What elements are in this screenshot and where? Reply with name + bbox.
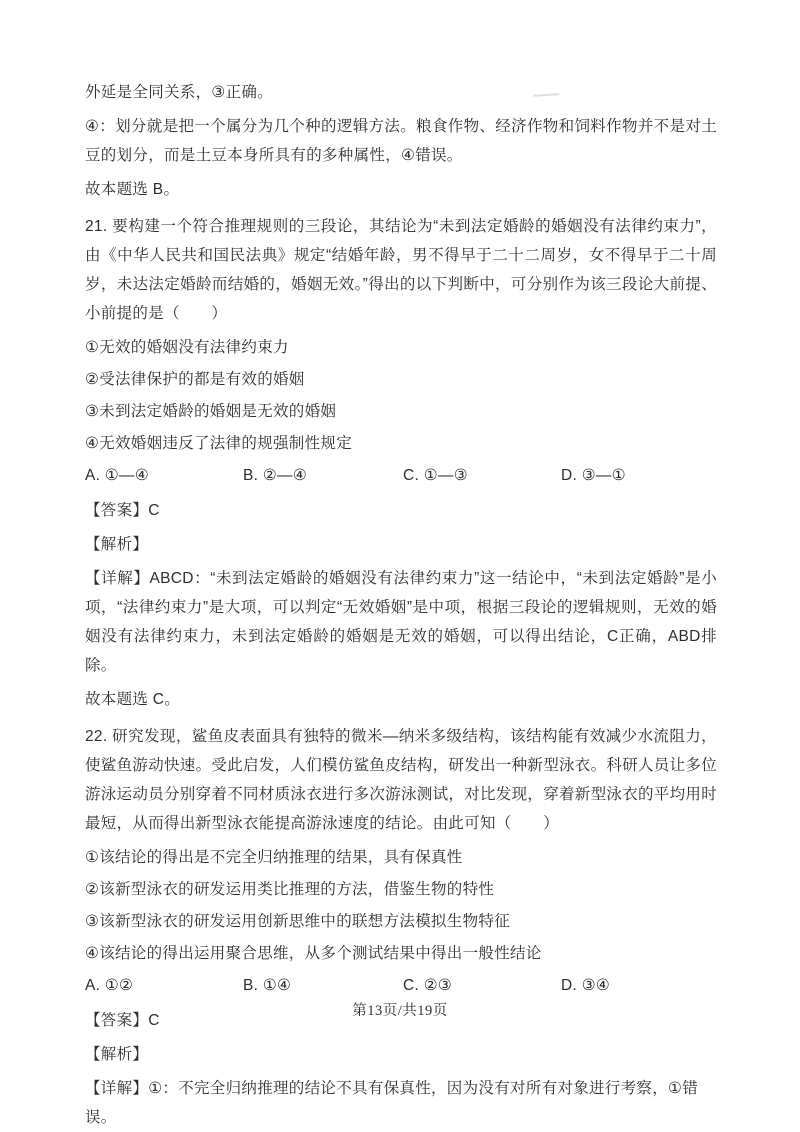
question-22-detail: 【详解】①：不完全归纳推理的结论不具有保真性，因为没有对所有对象进行考察，①错误。 xyxy=(85,1080,698,1126)
prev-answer-line: 外延是全同关系，③正确。 xyxy=(85,84,273,101)
question-21-option-2: ②受法律保护的都是有效的婚姻 xyxy=(85,371,305,388)
question-21-stem: 21. 要构建一个符合推理规则的三段论，其结论为“未到法定婚龄的婚姻没有法律约束力”，由《中华人民共和国民法典》规定“结婚年龄，男不得早于二十二周岁，女不得早于二十周岁，未达法定婚龄而结婚的，婚姻无效。”得出的以下判断中，可分别作为该三段论大前提、小前提的是（ ） xyxy=(85,218,717,322)
question-22-choice-b: B. ①④ xyxy=(243,977,292,994)
prev-answer-conclusion: 故本题选 B。 xyxy=(85,181,180,198)
question-21-option-1: ①无效的婚姻没有法律约束力 xyxy=(85,339,289,356)
question-22-stem: 22. 研究发现，鲨鱼皮表面具有独特的微米—纳米多级结构，该结构能有效减少水流阻力，使鲨鱼游动快速。受此启发，人们模仿鲨鱼皮结构，研发出一种新型泳衣。科研人员让多位游泳运动员分别穿着不同材质泳衣进行多次游泳测试，对比发现，穿着新型泳衣的平均用时最短，从而得出新型泳衣能提高游泳速度的结论。由此可知（ ） xyxy=(85,728,718,832)
question-22-option-2: ②该新型泳衣的研发运用类比推理的方法，借鉴生物的特性 xyxy=(85,881,495,898)
question-21-choice-a: A. ①—④ xyxy=(85,467,150,484)
question-21-option-3: ③未到法定婚龄的婚姻是无效的婚姻 xyxy=(85,403,337,420)
question-22-option-4: ④该结论的得出运用聚合思维，从多个测试结果中得出一般性结论 xyxy=(85,945,542,962)
question-22-option-1: ①该结论的得出是不完全归纳推理的结果，具有保真性 xyxy=(85,849,463,866)
question-22-option-3: ③该新型泳衣的研发运用创新思维中的联想方法模拟生物特征 xyxy=(85,913,510,930)
question-22-choice-d: D. ③④ xyxy=(561,977,611,994)
question-21-answer: 【答案】C xyxy=(85,502,160,519)
question-22-answer: 【答案】C xyxy=(85,1012,160,1029)
question-21-choice-c: C. ①—③ xyxy=(403,467,468,484)
footer-page-number: 第13页/共19页 xyxy=(352,1003,448,1019)
question-21-choice-d: D. ③—① xyxy=(561,467,626,484)
question-21-detail: 【详解】ABCD：“未到法定婚龄的婚姻没有法律约束力”这一结论中，“未到法定婚龄”是小项，“法律约束力”是大项，可以判定“无效婚姻”是中项，根据三段论的逻辑规则，无效的婚姻没有法律约束力，未到法定婚龄的婚姻是无效的婚姻，可以得出结论，C正确，ABD排除。 xyxy=(85,570,717,674)
question-21-option-4: ④无效婚姻违反了法律的规强制性规定 xyxy=(85,435,352,452)
document-content xyxy=(85,78,717,1132)
question-22-choices-row xyxy=(85,971,717,1000)
question-22-analysis-label: 【解析】 xyxy=(85,1046,149,1063)
prev-answer-paragraph: ④：划分就是把一个属分为几个种的逻辑方法。粮食作物、经济作物和饲料作物并不是对土豆的划分，而是土豆本身所具有的多种属性，④错误。 xyxy=(85,118,717,164)
question-21-conclusion: 故本题选 C。 xyxy=(85,691,181,708)
question-21-choice-b: B. ②—④ xyxy=(243,467,308,484)
question-21-analysis-label: 【解析】 xyxy=(85,536,149,553)
question-21-choices-row xyxy=(85,461,717,490)
question-22-choice-a: A. ①② xyxy=(85,977,134,994)
question-22-choice-c: C. ②③ xyxy=(403,977,453,994)
